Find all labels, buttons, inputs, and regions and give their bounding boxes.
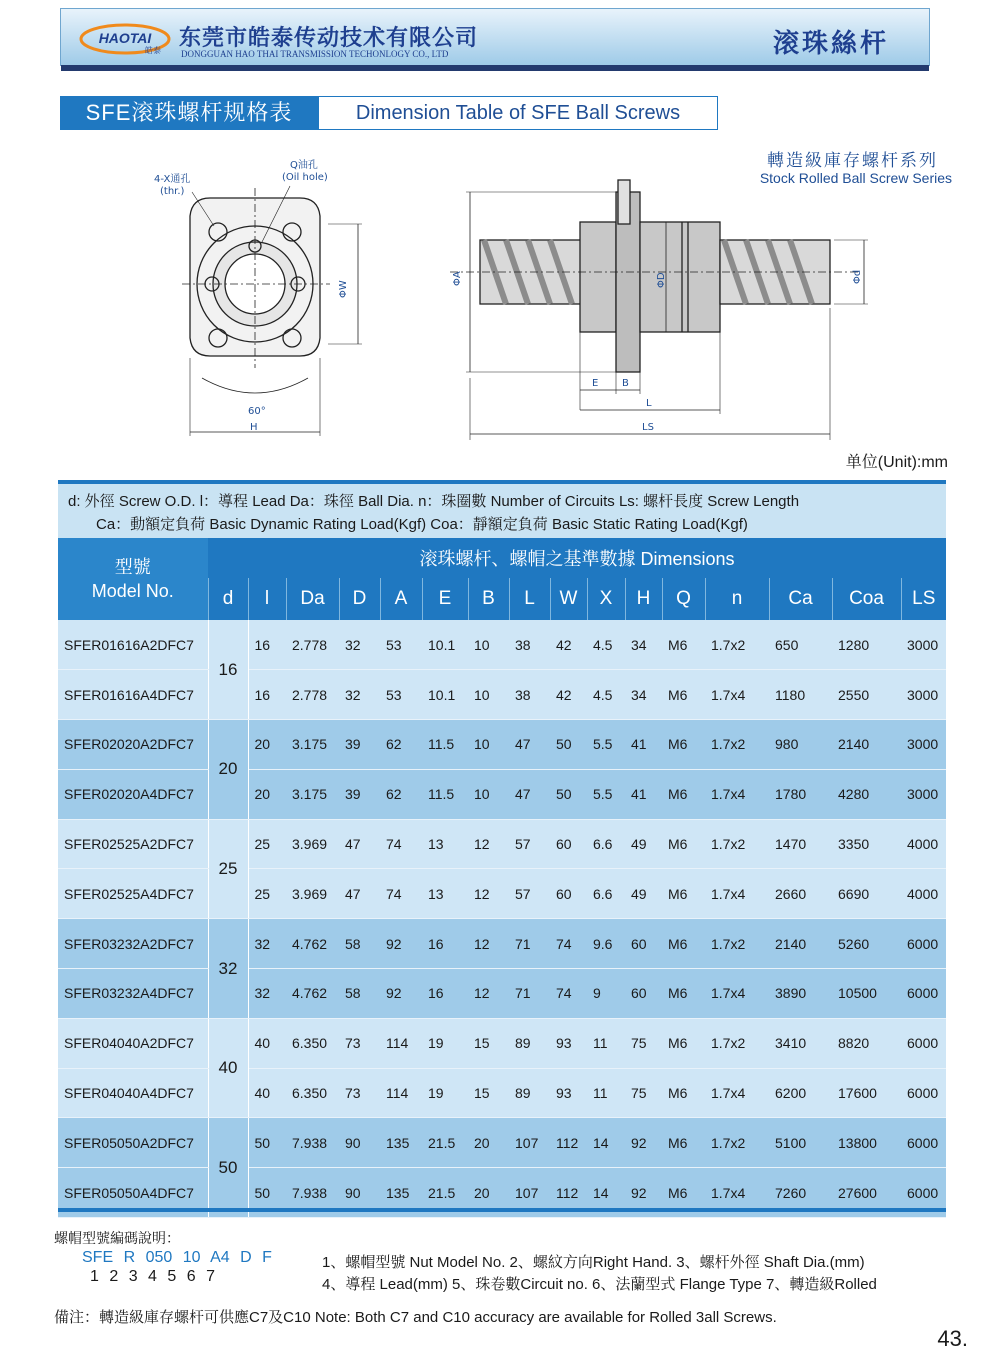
value-cell: M6 bbox=[662, 919, 705, 969]
value-cell: 5100 bbox=[769, 1118, 832, 1168]
screw-diameter-cell: 20 bbox=[208, 720, 248, 820]
value-cell: 57 bbox=[509, 819, 550, 869]
company-name-cn: 东莞市皓泰传动技术有限公司 bbox=[179, 25, 479, 50]
value-cell: 1.7x4 bbox=[705, 769, 769, 819]
value-cell: 39 bbox=[339, 720, 380, 770]
value-cell: 3000 bbox=[901, 769, 946, 819]
category-title: 滚珠絲杆 bbox=[772, 28, 889, 58]
column-header: Ca bbox=[769, 578, 832, 620]
value-cell: 57 bbox=[509, 869, 550, 919]
value-cell: 32 bbox=[248, 919, 286, 969]
l-dimension-label: L bbox=[646, 398, 652, 409]
h-dimension-label: H bbox=[250, 422, 258, 433]
value-cell: M6 bbox=[662, 620, 705, 670]
value-cell: 9 bbox=[587, 969, 625, 1019]
page-title-cn: SFE滚珠螺杆规格表 bbox=[60, 96, 318, 130]
value-cell: 1.7x2 bbox=[705, 720, 769, 770]
value-cell: M6 bbox=[662, 869, 705, 919]
value-cell: 62 bbox=[380, 720, 422, 770]
value-cell: 73 bbox=[339, 1018, 380, 1068]
value-cell: 74 bbox=[380, 869, 422, 919]
table-row bbox=[58, 819, 946, 869]
value-cell: 40 bbox=[248, 1068, 286, 1118]
value-cell: M6 bbox=[662, 969, 705, 1019]
value-cell: 75 bbox=[625, 1068, 662, 1118]
value-cell: 3.969 bbox=[286, 869, 339, 919]
table-row bbox=[58, 620, 946, 670]
value-cell: 71 bbox=[509, 969, 550, 1019]
footnote: 備注：轉造級庫存螺杆可供應C7及C10 Note: Both C7 and C10 accuracy are available for Rolled 3all Screws. bbox=[54, 1309, 777, 1326]
model-number-cell: SFER05050A4DFC7 bbox=[58, 1168, 208, 1218]
value-cell: 4000 bbox=[901, 819, 946, 869]
value-cell: 20 bbox=[468, 1168, 509, 1218]
column-header: X bbox=[587, 578, 625, 620]
value-cell: 10 bbox=[468, 670, 509, 720]
value-cell: 6000 bbox=[901, 919, 946, 969]
model-number-cell: SFER02020A4DFC7 bbox=[58, 769, 208, 819]
value-cell: 21.5 bbox=[422, 1118, 468, 1168]
table-bottom-rule bbox=[58, 1208, 946, 1212]
value-cell: 5.5 bbox=[587, 769, 625, 819]
column-header: Coa bbox=[832, 578, 901, 620]
model-column-header bbox=[58, 538, 208, 620]
value-cell: 20 bbox=[248, 720, 286, 770]
model-number-cell: SFER02020A2DFC7 bbox=[58, 720, 208, 770]
value-cell: 50 bbox=[550, 720, 587, 770]
value-cell: 12 bbox=[468, 819, 509, 869]
value-cell: 1.7x4 bbox=[705, 1168, 769, 1218]
value-cell: 13800 bbox=[832, 1118, 901, 1168]
value-cell: 75 bbox=[625, 1018, 662, 1068]
value-cell: 40 bbox=[248, 1018, 286, 1068]
value-cell: 10.1 bbox=[422, 670, 468, 720]
value-cell: 7260 bbox=[769, 1168, 832, 1218]
value-cell: 14 bbox=[587, 1118, 625, 1168]
table-row bbox=[58, 969, 946, 1019]
value-cell: 5.5 bbox=[587, 720, 625, 770]
value-cell: 11.5 bbox=[422, 769, 468, 819]
table-row bbox=[58, 769, 946, 819]
value-cell: M6 bbox=[662, 1168, 705, 1218]
value-cell: 2.778 bbox=[286, 620, 339, 670]
value-cell: 1.7x4 bbox=[705, 670, 769, 720]
value-cell: 47 bbox=[509, 769, 550, 819]
value-cell: 16 bbox=[248, 670, 286, 720]
value-cell: 1.7x2 bbox=[705, 620, 769, 670]
value-cell: 34 bbox=[625, 620, 662, 670]
value-cell: 980 bbox=[769, 720, 832, 770]
value-cell: 32 bbox=[339, 620, 380, 670]
column-header: H bbox=[625, 578, 662, 620]
value-cell: 3000 bbox=[901, 670, 946, 720]
value-cell: 34 bbox=[625, 670, 662, 720]
value-cell: 41 bbox=[625, 720, 662, 770]
value-cell: 1.7x2 bbox=[705, 1118, 769, 1168]
value-cell: 10 bbox=[468, 620, 509, 670]
value-cell: 3.969 bbox=[286, 819, 339, 869]
value-cell: 53 bbox=[380, 620, 422, 670]
model-number-cell: SFER02525A4DFC7 bbox=[58, 869, 208, 919]
value-cell: 11 bbox=[587, 1018, 625, 1068]
value-cell: 74 bbox=[550, 969, 587, 1019]
thr-label: 4-X通孔 bbox=[154, 174, 191, 185]
model-header-cn: 型號 bbox=[114, 557, 151, 577]
a-dimension-label: ΦA bbox=[452, 271, 463, 286]
value-cell: 107 bbox=[509, 1168, 550, 1218]
model-code-numbers: 1 2 3 4 5 6 7 bbox=[90, 1268, 215, 1285]
value-cell: 19 bbox=[422, 1018, 468, 1068]
model-number-cell: SFER01616A4DFC7 bbox=[58, 670, 208, 720]
abbreviation-legend bbox=[58, 480, 946, 538]
column-header: W bbox=[550, 578, 587, 620]
value-cell: 16 bbox=[422, 969, 468, 1019]
column-header: E bbox=[422, 578, 468, 620]
value-cell: 17600 bbox=[832, 1068, 901, 1118]
screw-diameter-cell: 40 bbox=[208, 1018, 248, 1118]
value-cell: 7.938 bbox=[286, 1118, 339, 1168]
value-cell: 90 bbox=[339, 1118, 380, 1168]
value-cell: 13 bbox=[422, 819, 468, 869]
table-row bbox=[58, 1018, 946, 1068]
value-cell: 60 bbox=[550, 869, 587, 919]
model-code-desc-1: 1、螺帽型號 Nut Model No. 2、螺紋方向Right Hand. 3、螺杆外徑 Shaft Dia.(mm) bbox=[322, 1254, 865, 1271]
table-body bbox=[58, 620, 946, 1218]
value-cell: 2660 bbox=[769, 869, 832, 919]
value-cell: 1.7x4 bbox=[705, 1068, 769, 1118]
value-cell: 32 bbox=[339, 670, 380, 720]
value-cell: 6000 bbox=[901, 1168, 946, 1218]
e-dimension-label: E bbox=[592, 378, 599, 389]
value-cell: 89 bbox=[509, 1018, 550, 1068]
value-cell: 1.7x2 bbox=[705, 1018, 769, 1068]
value-cell: 49 bbox=[625, 819, 662, 869]
value-cell: 112 bbox=[550, 1118, 587, 1168]
model-code-desc-2: 4、導程 Lead(mm) 5、珠卷數Circuit no. 6、法蘭型式 Flange Type 7、轉造級Rolled bbox=[322, 1276, 877, 1293]
value-cell: 50 bbox=[248, 1118, 286, 1168]
value-cell: 92 bbox=[380, 919, 422, 969]
value-cell: M6 bbox=[662, 1068, 705, 1118]
value-cell: 1180 bbox=[769, 670, 832, 720]
value-cell: M6 bbox=[662, 670, 705, 720]
value-cell: 3.175 bbox=[286, 769, 339, 819]
page-header bbox=[60, 8, 930, 66]
value-cell: M6 bbox=[662, 1018, 705, 1068]
dimensions-header: 滚珠螺杆、螺帽之基準數據 Dimensions bbox=[208, 538, 946, 578]
value-cell: 112 bbox=[550, 1168, 587, 1218]
unit-label: 单位(Unit):mm bbox=[845, 454, 948, 471]
value-cell: 5260 bbox=[832, 919, 901, 969]
value-cell: 32 bbox=[248, 969, 286, 1019]
value-cell: 38 bbox=[509, 620, 550, 670]
value-cell: 4.762 bbox=[286, 919, 339, 969]
column-header: Da bbox=[286, 578, 339, 620]
column-header: A bbox=[380, 578, 422, 620]
value-cell: 1780 bbox=[769, 769, 832, 819]
ls-dimension-label: LS bbox=[642, 422, 654, 433]
value-cell: 3890 bbox=[769, 969, 832, 1019]
value-cell: 92 bbox=[625, 1168, 662, 1218]
value-cell: 2140 bbox=[832, 720, 901, 770]
value-cell: 4.762 bbox=[286, 969, 339, 1019]
value-cell: 62 bbox=[380, 769, 422, 819]
column-header: Q bbox=[662, 578, 705, 620]
value-cell: 2.778 bbox=[286, 670, 339, 720]
value-cell: 60 bbox=[625, 919, 662, 969]
value-cell: 16 bbox=[422, 919, 468, 969]
value-cell: 21.5 bbox=[422, 1168, 468, 1218]
value-cell: M6 bbox=[662, 720, 705, 770]
value-cell: M6 bbox=[662, 1118, 705, 1168]
value-cell: 50 bbox=[248, 1168, 286, 1218]
value-cell: 12 bbox=[468, 869, 509, 919]
value-cell: 6.6 bbox=[587, 819, 625, 869]
value-cell: 135 bbox=[380, 1118, 422, 1168]
table-row bbox=[58, 869, 946, 919]
value-cell: 3000 bbox=[901, 620, 946, 670]
value-cell: 71 bbox=[509, 919, 550, 969]
value-cell: 15 bbox=[468, 1018, 509, 1068]
value-cell: 93 bbox=[550, 1018, 587, 1068]
table-row bbox=[58, 720, 946, 770]
value-cell: 39 bbox=[339, 769, 380, 819]
value-cell: 41 bbox=[625, 769, 662, 819]
flange-front-view-diagram bbox=[140, 158, 370, 438]
value-cell: 114 bbox=[380, 1018, 422, 1068]
value-cell: 4.5 bbox=[587, 670, 625, 720]
value-cell: 58 bbox=[339, 919, 380, 969]
value-cell: 47 bbox=[509, 720, 550, 770]
model-number-cell: SFER05050A2DFC7 bbox=[58, 1118, 208, 1168]
value-cell: 12 bbox=[468, 919, 509, 969]
value-cell: 20 bbox=[248, 769, 286, 819]
model-number-cell: SFER03232A2DFC7 bbox=[58, 919, 208, 969]
value-cell: 6000 bbox=[901, 1018, 946, 1068]
model-header-en: Model No. bbox=[91, 581, 174, 601]
value-cell: 14 bbox=[587, 1168, 625, 1218]
value-cell: 74 bbox=[550, 919, 587, 969]
page-number: 43. bbox=[937, 1326, 968, 1351]
oil-hole-label-en: (Oil hole) bbox=[282, 172, 328, 183]
value-cell: M6 bbox=[662, 819, 705, 869]
value-cell: 58 bbox=[339, 969, 380, 1019]
dimension-table bbox=[58, 538, 946, 1218]
value-cell: 93 bbox=[550, 1068, 587, 1118]
d-nut-dimension-label: ΦD bbox=[656, 272, 667, 288]
thr-label-en: (thr.) bbox=[160, 186, 185, 197]
value-cell: 20 bbox=[468, 1118, 509, 1168]
value-cell: 1.7x2 bbox=[705, 919, 769, 969]
value-cell: 50 bbox=[550, 769, 587, 819]
value-cell: 1.7x4 bbox=[705, 869, 769, 919]
value-cell: 1.7x2 bbox=[705, 819, 769, 869]
value-cell: 92 bbox=[625, 1118, 662, 1168]
value-cell: 1280 bbox=[832, 620, 901, 670]
value-cell: 10 bbox=[468, 769, 509, 819]
value-cell: 2550 bbox=[832, 670, 901, 720]
value-cell: 15 bbox=[468, 1068, 509, 1118]
value-cell: 12 bbox=[468, 969, 509, 1019]
value-cell: 42 bbox=[550, 620, 587, 670]
company-name-en: DONGGUAN HAO THAI TRANSMISSION TECHONLOGY CO., LTD bbox=[181, 49, 449, 59]
model-number-cell: SFER02525A2DFC7 bbox=[58, 819, 208, 869]
value-cell: 9.6 bbox=[587, 919, 625, 969]
value-cell: 6690 bbox=[832, 869, 901, 919]
value-cell: 38 bbox=[509, 670, 550, 720]
company-logo bbox=[79, 23, 171, 55]
value-cell: 25 bbox=[248, 869, 286, 919]
value-cell: 49 bbox=[625, 869, 662, 919]
value-cell: 11.5 bbox=[422, 720, 468, 770]
logo-text: HAOTAI bbox=[98, 30, 152, 46]
value-cell: 7.938 bbox=[286, 1168, 339, 1218]
value-cell: 4000 bbox=[901, 869, 946, 919]
value-cell: 4.5 bbox=[587, 620, 625, 670]
value-cell: 89 bbox=[509, 1068, 550, 1118]
value-cell: 60 bbox=[625, 969, 662, 1019]
b-dimension-label: B bbox=[622, 378, 629, 389]
value-cell: 74 bbox=[380, 819, 422, 869]
value-cell: 6.350 bbox=[286, 1018, 339, 1068]
series-title-en: Stock Rolled Ball Screw Series bbox=[759, 170, 952, 186]
value-cell: 4280 bbox=[832, 769, 901, 819]
header-divider bbox=[61, 65, 929, 71]
value-cell: 114 bbox=[380, 1068, 422, 1118]
w-dimension-label: ΦW bbox=[338, 280, 349, 298]
value-cell: 10.1 bbox=[422, 620, 468, 670]
model-number-cell: SFER01616A2DFC7 bbox=[58, 620, 208, 670]
value-cell: 6200 bbox=[769, 1068, 832, 1118]
value-cell: 47 bbox=[339, 819, 380, 869]
column-header: LS bbox=[901, 578, 946, 620]
value-cell: 3000 bbox=[901, 720, 946, 770]
value-cell: 25 bbox=[248, 819, 286, 869]
screw-diameter-cell: 25 bbox=[208, 819, 248, 919]
logo-subtext: 皓泰 bbox=[145, 46, 161, 55]
model-number-cell: SFER04040A4DFC7 bbox=[58, 1068, 208, 1118]
value-cell: 6000 bbox=[901, 1068, 946, 1118]
model-code-parts: SFE R 050 10 A4 D F bbox=[82, 1249, 272, 1266]
value-cell: 3350 bbox=[832, 819, 901, 869]
value-cell: 1470 bbox=[769, 819, 832, 869]
value-cell: 47 bbox=[339, 869, 380, 919]
value-cell: 107 bbox=[509, 1118, 550, 1168]
value-cell: 92 bbox=[380, 969, 422, 1019]
value-cell: 27600 bbox=[832, 1168, 901, 1218]
value-cell: 10500 bbox=[832, 969, 901, 1019]
value-cell: 42 bbox=[550, 670, 587, 720]
value-cell: 1.7x4 bbox=[705, 969, 769, 1019]
column-header: L bbox=[509, 578, 550, 620]
legend-line-1: d: 外徑 Screw O.D. l：導程 Lead Da：珠徑 Ball Dia. n：珠圈數 Number of Circuits Ls: 螺杆長度 Screw Length bbox=[68, 493, 800, 510]
value-cell: 6000 bbox=[901, 1118, 946, 1168]
legend-line-2: Ca：動額定負荷 Basic Dynamic Rating Load(Kgf) Coa：靜額定負荷 Basic Static Rating Load(Kgf) bbox=[96, 516, 748, 533]
value-cell: 3.175 bbox=[286, 720, 339, 770]
value-cell: 13 bbox=[422, 869, 468, 919]
screw-diameter-cell: 50 bbox=[208, 1118, 248, 1218]
value-cell: 73 bbox=[339, 1068, 380, 1118]
value-cell: 6000 bbox=[901, 969, 946, 1019]
value-cell: 6.6 bbox=[587, 869, 625, 919]
value-cell: 90 bbox=[339, 1168, 380, 1218]
value-cell: 16 bbox=[248, 620, 286, 670]
value-cell: 135 bbox=[380, 1168, 422, 1218]
value-cell: M6 bbox=[662, 769, 705, 819]
screw-diameter-cell: 16 bbox=[208, 620, 248, 720]
value-cell: 19 bbox=[422, 1068, 468, 1118]
series-title-cn: 轉造級庫存螺杆系列 bbox=[767, 151, 938, 170]
value-cell: 3410 bbox=[769, 1018, 832, 1068]
page-title-en: Dimension Table of SFE Ball Screws bbox=[318, 96, 718, 130]
value-cell: 10 bbox=[468, 720, 509, 770]
value-cell: 2140 bbox=[769, 919, 832, 969]
column-header: d bbox=[208, 578, 248, 620]
d-screw-dimension-label: Φd bbox=[852, 269, 863, 284]
table-row bbox=[58, 919, 946, 969]
column-header: l bbox=[248, 578, 286, 620]
column-header: D bbox=[339, 578, 380, 620]
nut-side-view-diagram bbox=[420, 178, 880, 440]
oil-hole-label: Q油孔 bbox=[290, 160, 318, 171]
table-row bbox=[58, 670, 946, 720]
value-cell: 650 bbox=[769, 620, 832, 670]
value-cell: 8820 bbox=[832, 1018, 901, 1068]
table-row bbox=[58, 1118, 946, 1168]
value-cell: 11 bbox=[587, 1068, 625, 1118]
table-row bbox=[58, 1068, 946, 1118]
model-number-cell: SFER04040A2DFC7 bbox=[58, 1018, 208, 1068]
value-cell: 6.350 bbox=[286, 1068, 339, 1118]
model-number-cell: SFER03232A4DFC7 bbox=[58, 969, 208, 1019]
value-cell: 53 bbox=[380, 670, 422, 720]
value-cell: 60 bbox=[550, 819, 587, 869]
angle-label: 60° bbox=[248, 406, 266, 417]
column-header: n bbox=[705, 578, 769, 620]
column-header: B bbox=[468, 578, 509, 620]
screw-diameter-cell: 32 bbox=[208, 919, 248, 1019]
model-code-title: 螺帽型號編碼說明： bbox=[54, 1230, 180, 1246]
